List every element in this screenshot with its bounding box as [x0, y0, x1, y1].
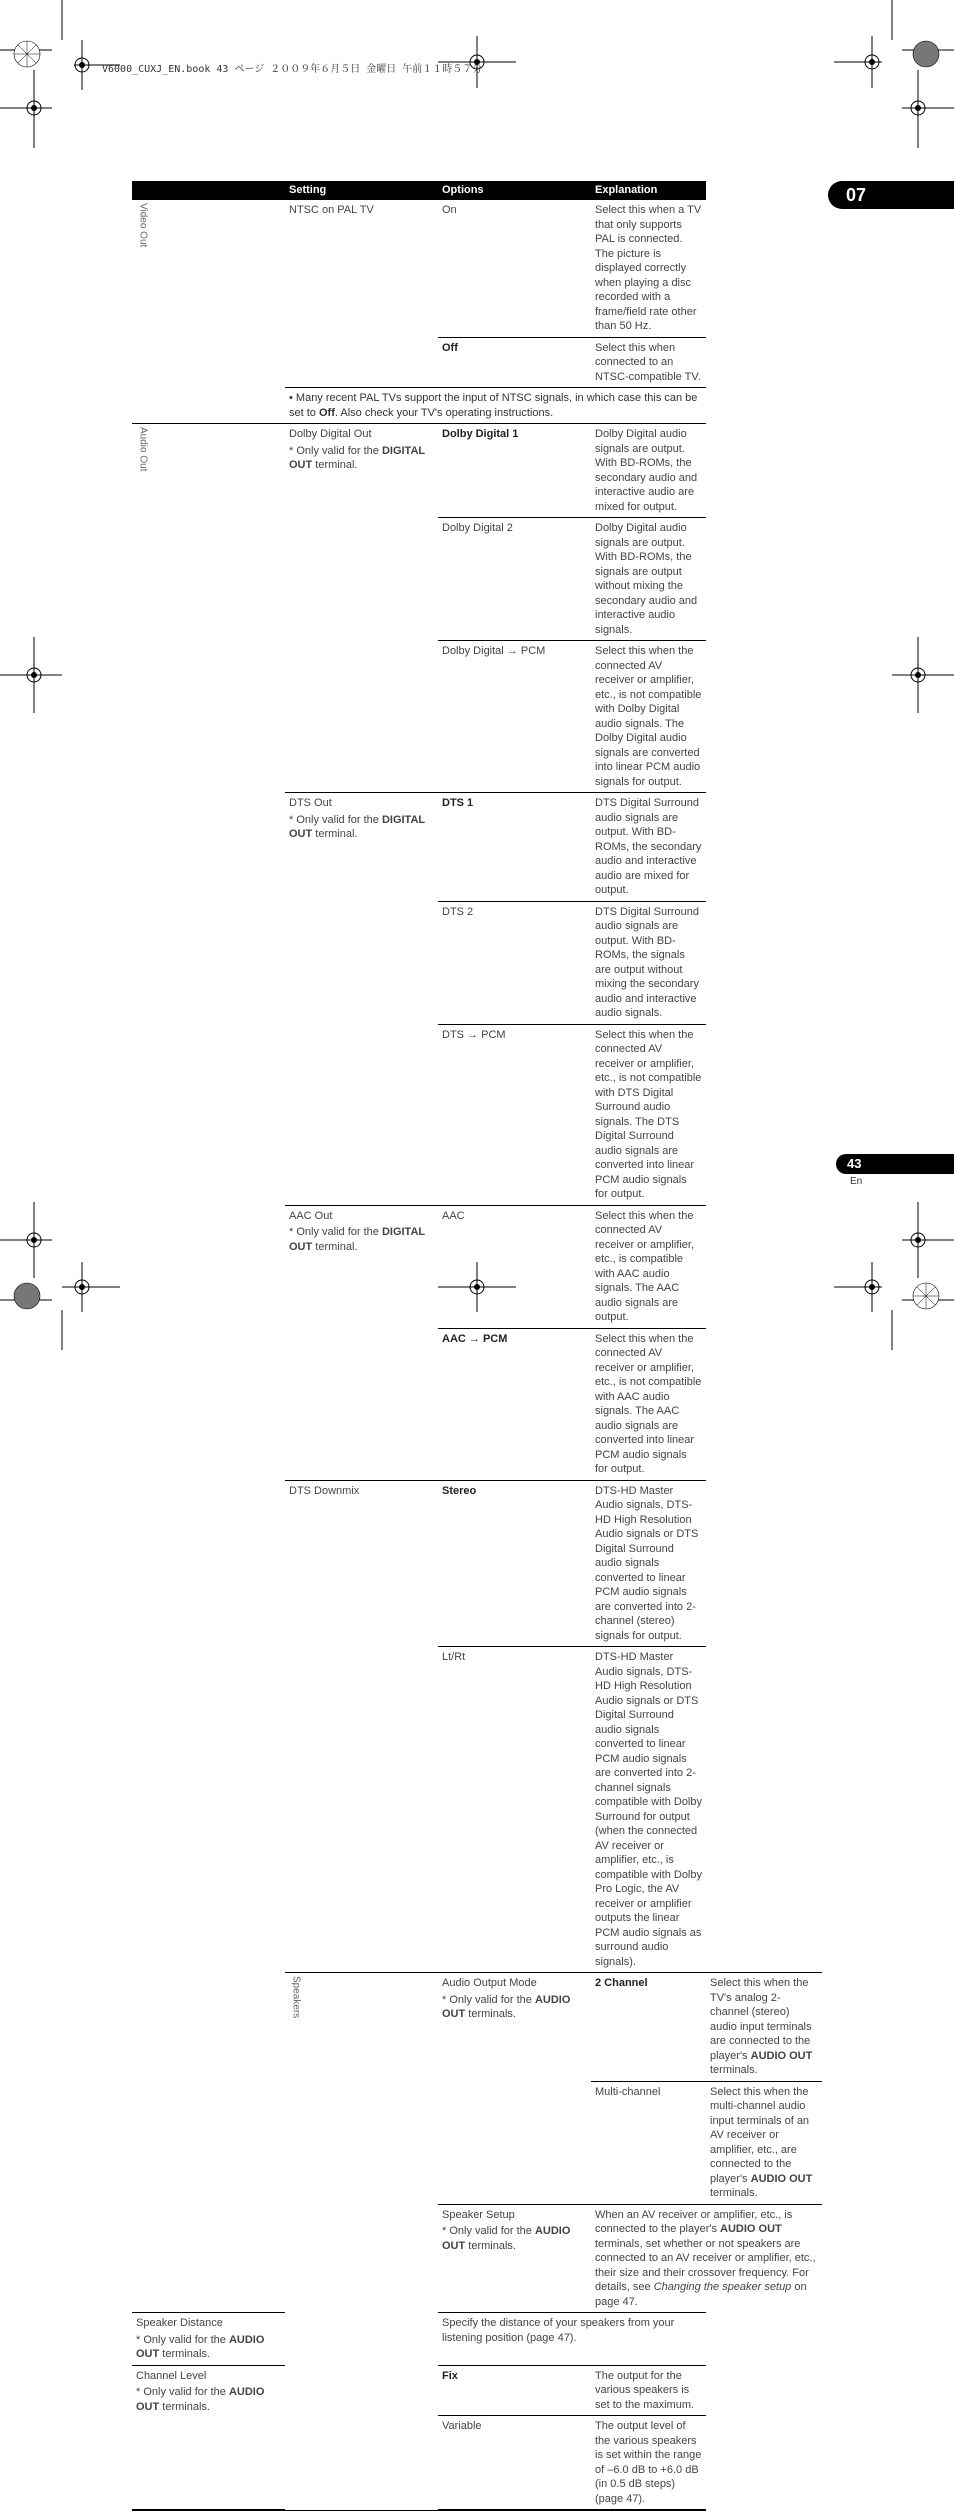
- explanation-dts-2: DTS Digital Surround audio signals are output. With BD-ROMs, the signals are output without mixing the secondary audio and interactive audio signals.: [591, 901, 706, 1024]
- option-fix: Fix: [438, 2365, 591, 2416]
- option-aac: AAC: [438, 1205, 591, 1328]
- explanation-variable: The output level of the various speakers is set within the range of –6.0 dB to +6.0 dB (in 0.5 dB steps) (page 47).: [591, 2416, 706, 2510]
- header-setting: Setting: [285, 181, 438, 200]
- table-row: [132, 2313, 822, 2366]
- setting-channel-level: Channel Level * Only valid for the AUDIO OUT terminals.: [132, 2365, 285, 2510]
- ntsc-note: • Many recent PAL TVs support the input of NTSC signals, in which case this can be set to Off. Also check your TV's operating instructions.: [285, 388, 706, 424]
- group-label-audio-out: Audio Out: [132, 424, 285, 2313]
- setting-speaker-distance: Speaker Distance * Only valid for the AUDIO OUT terminals.: [132, 2313, 285, 2366]
- setting-aac-out: AAC Out * Only valid for the DIGITAL OUT terminal.: [285, 1205, 438, 1480]
- explanation-aac-pcm: Select this when the connected AV receiver or amplifier, etc., is not compatible with AAC audio signals. The AAC audio signals are converted into linear PCM audio signals for output.: [595, 1332, 702, 1475]
- page-language: En: [850, 1176, 863, 1187]
- explanation-dolby-2: Dolby Digital audio signals are output. With BD-ROMs, the signals are output without mixing the secondary audio and interactive audio signals.: [591, 518, 706, 641]
- option-stereo: Stereo: [438, 1480, 591, 1647]
- explanation-dts-1: DTS Digital Surround audio signals are output. With BD-ROMs, the secondary audio and interactive audio are mixed for output.: [591, 793, 706, 902]
- print-header: V6000_CUXJ_EN.book 43 ページ ２００９年６月５日 金曜日 午前１１時５７分: [102, 64, 483, 75]
- option-dts-2: DTS 2: [438, 901, 591, 1024]
- header-options: Options: [438, 181, 591, 200]
- table-header-row: [132, 181, 822, 200]
- option-dolby-pcm: Dolby Digital → PCM: [442, 645, 546, 657]
- option-off: Off: [442, 341, 458, 354]
- explanation-fix: The output for the various speakers is set to the maximum.: [591, 2365, 706, 2416]
- setting-ntsc: NTSC on PAL TV: [289, 204, 374, 216]
- explanation-dts-pcm: Select this when the connected AV receiver or amplifier, etc., is not compatible with DTS Digital Surround audio signals. The DTS Digital Surround audio signals are converted into linear PCM audio signals for output.: [595, 1028, 702, 1200]
- table-row: [132, 388, 822, 424]
- explanation-dolby-1: Dolby Digital audio signals are output. With BD-ROMs, the secondary audio and interactive audio are mixed for output.: [591, 424, 706, 518]
- option-2-channel: 2 Channel: [591, 1973, 706, 2082]
- explanation-multi-channel: Select this when the multi-channel audio input terminals of an AV receiver or amplifier, etc., are connected to the player's AUDIO OUT terminals.: [710, 2085, 813, 2199]
- explanation-dolby-pcm: Select this when the connected AV receiver or amplifier, etc., is not compatible with Dolby Digital audio signals. The Dolby Digital audio signals are converted into linear PCM audio signals for output.: [595, 645, 702, 788]
- option-variable: Variable: [438, 2416, 591, 2510]
- explanation-aac: Select this when the connected AV receiver or amplifier, etc., is compatible with AAC audio signals. The AAC audio signals are output.: [591, 1205, 706, 1328]
- chapter-tab: 07: [828, 181, 954, 209]
- header-explanation: Explanation: [591, 181, 706, 200]
- group-label-speakers: Speakers: [285, 1973, 438, 2510]
- settings-table: [132, 181, 822, 2511]
- option-dts-1: DTS 1: [438, 793, 591, 902]
- option-dolby-1: Dolby Digital 1: [438, 424, 591, 518]
- explanation-lt-rt: DTS-HD Master Audio signals, DTS-HD High Resolution Audio signals or DTS Digital Surround audio signals converted to linear PCM audio signals are converted into 2-channel signals compatible with Dolby Surround for output (when the connected AV receiver or amplifier, etc., is compatible with Dolby Pro Logic, the AV receiver or amplifier outputs the linear PCM audio signals as surround audio signals).: [595, 1651, 702, 1968]
- setting-speaker-setup: Speaker Setup * Only valid for the AUDIO OUT terminals.: [438, 2204, 591, 2313]
- explanation-speaker-setup: When an AV receiver or amplifier, etc., is connected to the player's AUDIO OUT terminals, set whether or not speakers are connected to an AV receiver or amplifier, etc., their size and their crossover frequency. For details, see Changing the speaker setup on page 47.: [591, 2204, 822, 2313]
- group-label-video-out: Video Out: [137, 203, 149, 248]
- option-dts-pcm: DTS → PCM: [442, 1028, 506, 1041]
- table-row: [132, 200, 822, 337]
- table-row: [132, 424, 822, 518]
- explanation-stereo: DTS-HD Master Audio signals, DTS-HD High Resolution Audio signals or DTS Digital Surround audio signals converted to linear PCM audio signals are converted into 2-channel (stereo) signals for output.: [591, 1480, 706, 1647]
- setting-dts-downmix: DTS Downmix: [285, 1480, 438, 1973]
- explanation-2-channel: Select this when the TV's analog 2-channel (stereo) audio input terminals are connected to the player's AUDIO OUT terminals.: [706, 1973, 822, 2082]
- explanation-on: Select this when a TV that only supports PAL is connected. The picture is displayed correctly when playing a disc recorded with a frame/field rate other than 50 Hz.: [591, 200, 706, 337]
- setting-dolby-digital-out: Dolby Digital Out * Only valid for the DIGITAL OUT terminal.: [285, 424, 438, 793]
- option-dolby-2: Dolby Digital 2: [438, 518, 591, 641]
- setting-dts-out: DTS Out * Only valid for the DIGITAL OUT terminal.: [285, 793, 438, 1206]
- option-aac-pcm: AAC → PCM: [442, 1332, 508, 1345]
- option-multi-channel: Multi-channel: [595, 2085, 661, 2098]
- option-lt-rt: Lt/Rt: [442, 1651, 466, 1663]
- page-number: 43: [836, 1154, 954, 1174]
- option-on: On: [438, 200, 591, 337]
- table-row: [132, 2365, 822, 2416]
- setting-audio-output-mode: Audio Output Mode * Only valid for the AUDIO OUT terminals.: [438, 1973, 591, 2205]
- explanation-off: Select this when connected to an NTSC-compatible TV.: [595, 341, 701, 383]
- explanation-speaker-distance: Specify the distance of your speakers from your listening position (page 47).: [438, 2313, 706, 2366]
